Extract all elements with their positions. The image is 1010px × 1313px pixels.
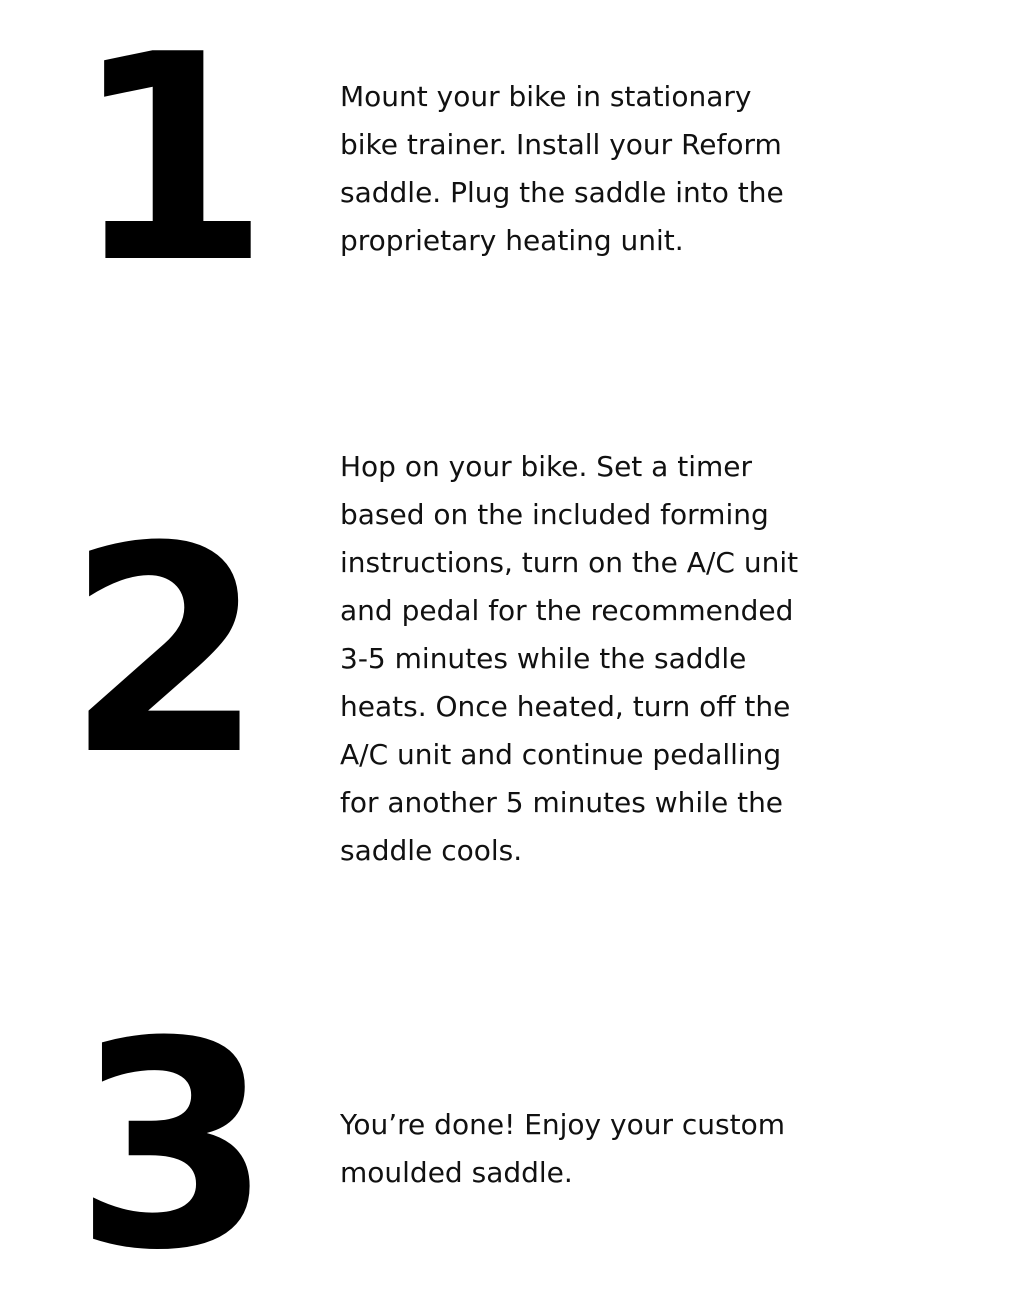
step-description: Mount your bike in stationary bike trainer. Install your Reform saddle. Plug the saddle into the proprietary heating unit. (340, 80, 784, 257)
step-number: 2 (66, 486, 265, 818)
step-number: 1 (72, 0, 271, 326)
step-number: 3 (74, 981, 273, 1313)
step-description: You’re done! Enjoy your custom moulded saddle. (340, 1108, 785, 1189)
step-description: Hop on your bike. Set a timer based on the included forming instructions, turn on the A/C unit and pedal for the recommended 3-5 minutes while the saddle heats. Once heated, turn off the A/C unit and continue pedalling for another 5 minutes while the saddle cools. (340, 450, 799, 867)
